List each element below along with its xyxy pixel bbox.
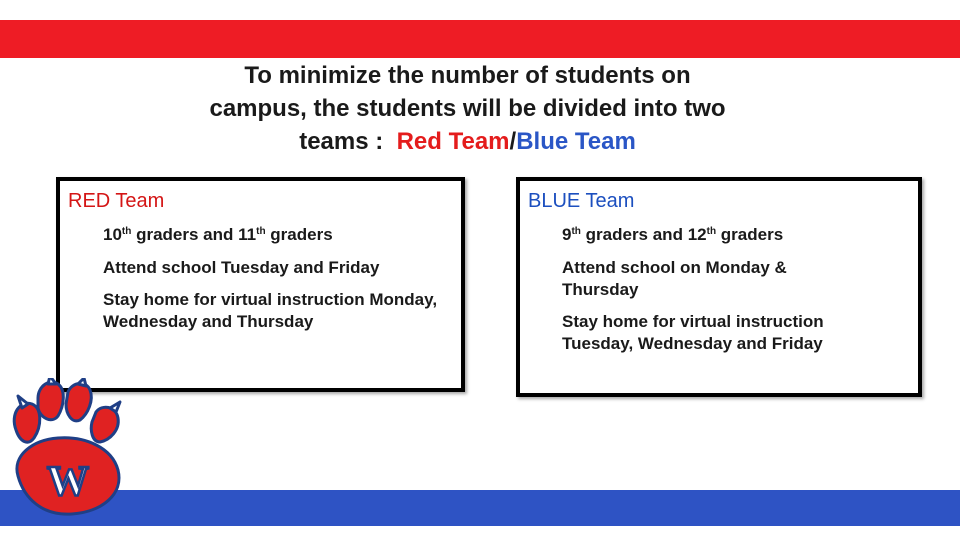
slide-title xyxy=(140,59,795,158)
bottom-blue-bar xyxy=(0,490,960,526)
red-team-box xyxy=(56,177,465,392)
blue-team-heading: BLUE Team xyxy=(528,190,635,212)
title-teams-prefix: teams : xyxy=(299,128,384,155)
ordinal-suffix: th xyxy=(256,226,266,237)
grade-number: 9 xyxy=(562,225,572,244)
top-red-bar xyxy=(0,20,960,58)
grade-text: graders and xyxy=(580,225,688,244)
blue-team-box xyxy=(516,177,922,397)
title-slash: / xyxy=(509,128,517,155)
ordinal-suffix: th xyxy=(571,226,581,237)
blue-team-attend: Attend school on Monday & Thursday xyxy=(562,258,787,299)
red-team-grades xyxy=(103,224,333,246)
grade-text: graders xyxy=(716,225,784,244)
red-team-virtual: Stay home for virtual instruction Monday, Wednesday and Thursday xyxy=(103,290,438,331)
blue-team-grades xyxy=(562,224,783,246)
title-blue-team: Blue Team xyxy=(516,128,636,155)
title-line-3 xyxy=(140,125,795,158)
title-red-team: Red Team xyxy=(396,128,510,155)
red-team-heading: RED Team xyxy=(68,190,165,212)
red-team-attend: Attend school Tuesday and Friday xyxy=(103,258,380,277)
title-line-2: campus, the students will be divided into two xyxy=(209,95,726,122)
grade-text: graders xyxy=(265,225,333,244)
grade-number: 10 xyxy=(103,225,122,244)
grade-text: graders and xyxy=(131,225,239,244)
logo-letter: W xyxy=(47,459,89,505)
paw-icon xyxy=(2,378,144,526)
grade-number: 11 xyxy=(238,225,257,244)
grade-number: 12 xyxy=(687,225,707,244)
ordinal-suffix: th xyxy=(706,226,717,237)
title-line-1: To minimize the number of students on xyxy=(244,62,691,89)
blue-team-virtual: Stay home for virtual instruction Tuesday, Wednesday and Friday xyxy=(562,312,824,353)
ordinal-suffix: th xyxy=(121,226,132,237)
